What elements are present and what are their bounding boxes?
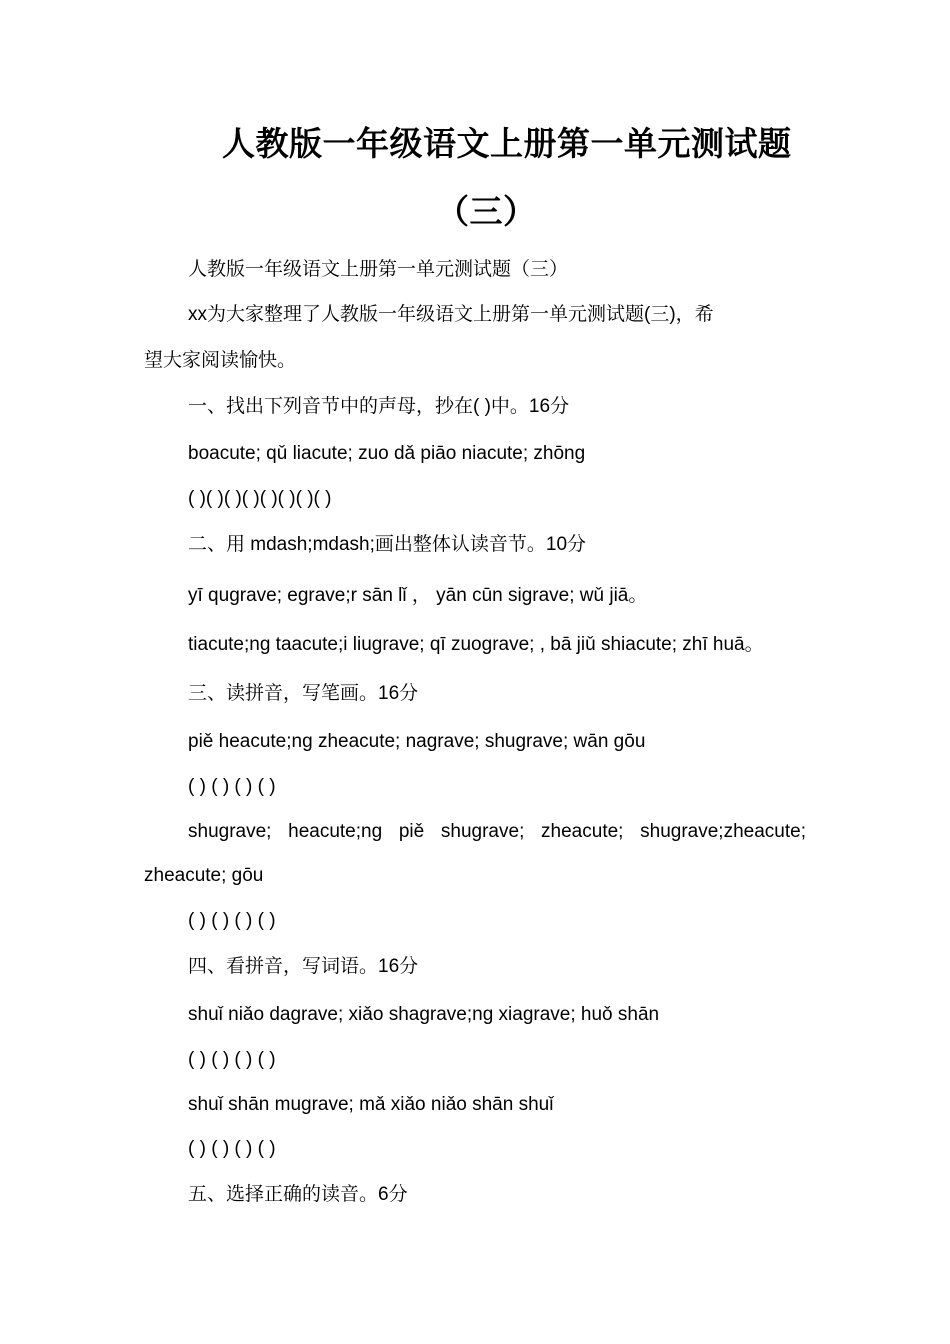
question-4-heading: 四、看拼音，写词语。16分 xyxy=(188,956,419,977)
subtitle: 人教版一年级语文上册第一单元测试题（三） xyxy=(188,259,569,280)
pinyin-word: heacute;ng xyxy=(288,821,383,842)
document-title-suffix: （三） xyxy=(436,192,537,231)
question-2-line-2: tiacute;ng taacute;i liugrave; qī zuograve; , bā jiǔ shiacute; zhī huā。 xyxy=(188,634,764,655)
question-3-blanks-1: ( ) ( ) ( ) ( ) xyxy=(188,776,276,797)
question-4-blanks-1: ( ) ( ) ( ) ( ) xyxy=(188,1049,276,1070)
question-4-blanks-2: ( ) ( ) ( ) ( ) xyxy=(188,1138,276,1159)
question-5-heading: 五、选择正确的读音。6分 xyxy=(188,1184,408,1205)
question-3-pinyin-1: piě heacute;ng zheacute; nagrave; shugrave; wān gōu xyxy=(188,731,646,752)
pinyin-word: shugrave;zheacute; xyxy=(640,821,806,842)
pinyin-word: zheacute; xyxy=(541,821,624,842)
question-3-heading: 三、读拼音，写笔画。16分 xyxy=(188,683,419,704)
question-2-heading: 二、用 mdash;mdash;画出整体认读音节。10分 xyxy=(188,534,587,555)
question-4-pinyin-2: shuǐ shān mugrave; mǎ xiǎo niǎo shān shuǐ xyxy=(188,1094,554,1115)
question-1-blanks: ( )( )( )( )( )( )( )( ) xyxy=(188,488,332,509)
question-2-line-1: yī qugrave; egrave;r sān lǐ ， yān cūn sigrave; wǔ jiā。 xyxy=(188,585,648,606)
question-3-pinyin-2-continued: zheacute; gōu xyxy=(144,865,264,886)
pinyin-word: shugrave; xyxy=(188,821,272,842)
question-3-pinyin-2 xyxy=(188,820,806,844)
intro-line-2: 望大家阅读愉快。 xyxy=(144,350,297,371)
question-4-pinyin-1: shuǐ niǎo dagrave; xiǎo shagrave;ng xiagrave; huǒ shān xyxy=(188,1004,660,1025)
question-3-blanks-2: ( ) ( ) ( ) ( ) xyxy=(188,910,276,931)
question-1-pinyin: boacute; qǔ liacute; zuo dǎ piāo niacute; zhōng xyxy=(188,443,586,464)
document-title: 人教版一年级语文上册第一单元测试题 xyxy=(222,124,792,163)
intro-line-1: xx为大家整理了人教版一年级语文上册第一单元测试题(三)，希 xyxy=(188,304,714,325)
pinyin-word: shugrave; xyxy=(440,821,525,842)
question-1-heading: 一、找出下列音节中的声母，抄在( )中。16分 xyxy=(188,396,570,417)
pinyin-word: piě xyxy=(398,821,425,842)
